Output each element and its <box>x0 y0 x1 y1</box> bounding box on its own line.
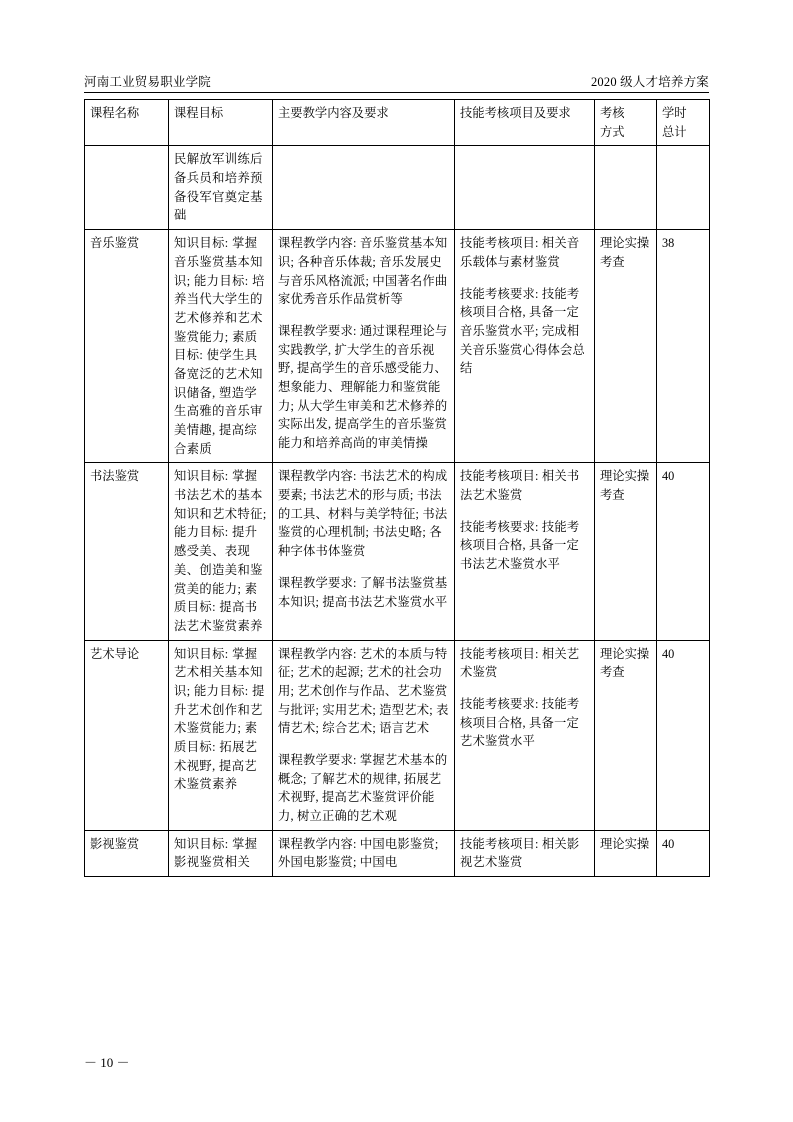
cell-assessment-method: 理论实操 <box>595 830 657 876</box>
cell-course-goal: 知识目标: 掌握书法艺术的基本知识和艺术特征; 能力目标: 提升感受美、表现美、创造美和鉴赏美的能力; 素质目标: 提高书法艺术鉴赏素养 <box>169 463 273 640</box>
total-hours-line-2: 总计 <box>662 124 687 139</box>
teaching-requirement-paragraph: 课程教学要求: 了解书法鉴赏基本知识; 提高书法艺术鉴赏水平 <box>278 575 448 609</box>
cell-skill-assessment <box>455 463 595 640</box>
table-row <box>85 230 710 463</box>
table-row <box>85 830 710 876</box>
total-hours-line-1: 学时 <box>662 106 687 120</box>
teaching-content-paragraph: 课程教学内容: 艺术的本质与特征; 艺术的起源; 艺术的社会功用; 艺术创作与作品、艺术鉴赏与批评; 实用艺术; 造型艺术; 表情艺术; 综合艺术; 语言艺术 <box>278 646 449 736</box>
assessment-item-paragraph: 技能考核项目: 相关书法艺术鉴赏 <box>460 469 580 503</box>
assessment-item-paragraph: 技能考核项目: 相关音乐载体与素材鉴赏 <box>460 236 580 269</box>
cell-course-goal: 民解放军训练后备兵员和培养预备役军官奠定基础 <box>169 146 273 230</box>
teaching-content-paragraph: 课程教学内容: 书法艺术的构成要素; 书法艺术的形与质; 书法的工具、材料与美学特征; 书法鉴赏的心理机制; 书法史略; 各种字体书体鉴赏 <box>278 469 448 559</box>
assessment-item-paragraph: 技能考核项目: 相关艺术鉴赏 <box>460 646 580 680</box>
cell-assessment-method: 理论实操考查 <box>595 230 657 463</box>
column-header-course-name: 课程名称 <box>85 100 169 146</box>
table-row <box>85 463 710 640</box>
curriculum-table <box>84 99 710 877</box>
cell-course-name: 书法鉴赏 <box>85 463 169 640</box>
cell-assessment-method <box>595 146 657 230</box>
page-footer <box>84 1052 709 1071</box>
cell-teaching-content <box>273 230 455 463</box>
column-header-teaching-content: 主要教学内容及要求 <box>273 100 455 146</box>
cell-course-name <box>85 146 169 230</box>
cell-total-hours: 40 <box>657 830 710 876</box>
cell-course-name: 艺术导论 <box>85 640 169 830</box>
cell-course-name: 影视鉴赏 <box>85 830 169 876</box>
cell-assessment-method: 理论实操考查 <box>595 463 657 640</box>
teaching-requirement-paragraph: 课程教学要求: 通过课程理论与实践教学, 扩大学生的音乐视野, 提高学生的音乐感受能力、想象能力、理解能力和鉴赏能力; 从大学生审美和艺术修养的实际出发, 提高学生的音乐鉴赏能力和培养高尚的审美情操 <box>278 323 448 450</box>
assessment-requirement-paragraph: 技能考核要求: 技能考核项目合格, 具备一定艺术鉴赏水平 <box>460 696 580 749</box>
cell-course-goal: 知识目标: 掌握艺术相关基本知识; 能力目标: 提升艺术创作和艺术鉴赏能力; 素质目标: 拓展艺术视野, 提高艺术鉴赏素养 <box>169 640 273 830</box>
table-row <box>85 146 710 230</box>
assessment-method-line-1: 考核 <box>600 106 625 120</box>
cell-course-goal: 知识目标: 掌握音乐鉴赏基本知识; 能力目标: 培养当代大学生的艺术修养和艺术鉴赏能力; 素质目标: 使学生具备宽泛的艺术知识储备, 塑造学生高雅的音乐审美情趣, 提高综合素质 <box>169 230 273 463</box>
assessment-requirement-paragraph: 技能考核要求: 技能考核项目合格, 具备一定书法艺术鉴赏水平 <box>460 519 580 572</box>
cell-skill-assessment: 技能考核项目: 相关影视艺术鉴赏 <box>455 830 595 876</box>
cell-skill-assessment <box>455 146 595 230</box>
page-number: － 10 － <box>84 1055 130 1070</box>
column-header-skill-assessment: 技能考核项目及要求 <box>455 100 595 146</box>
cell-teaching-content <box>273 463 455 640</box>
cell-teaching-content: 课程教学内容: 中国电影鉴赏; 外国电影鉴赏; 中国电 <box>273 830 455 876</box>
cell-course-name: 音乐鉴赏 <box>85 230 169 463</box>
assessment-method-line-2: 方式 <box>600 124 625 139</box>
cell-course-goal: 知识目标: 掌握影视鉴赏相关 <box>169 830 273 876</box>
table-row <box>85 640 710 830</box>
page-header <box>84 72 709 90</box>
cell-total-hours: 38 <box>657 230 710 463</box>
cell-total-hours: 40 <box>657 640 710 830</box>
cell-total-hours: 40 <box>657 463 710 640</box>
header-divider <box>84 92 709 93</box>
column-header-course-goal: 课程目标 <box>169 100 273 146</box>
header-document-title: 2020 级人才培养方案 <box>590 75 709 89</box>
column-header-total-hours <box>657 100 710 146</box>
cell-skill-assessment <box>455 230 595 463</box>
cell-teaching-content <box>273 146 455 230</box>
teaching-content-paragraph: 课程教学内容: 音乐鉴赏基本知识; 各种音乐体裁; 音乐发展史与音乐风格流派; 中国著名作曲家优秀音乐作品赏析等 <box>278 236 448 307</box>
assessment-requirement-paragraph: 技能考核要求: 技能考核项目合格, 具备一定音乐鉴赏水平; 完成相关音乐鉴赏心得体会总结 <box>460 286 585 376</box>
cell-assessment-method: 理论实操考查 <box>595 640 657 830</box>
table-header-row <box>85 100 710 146</box>
column-header-assessment-method <box>595 100 657 146</box>
teaching-requirement-paragraph: 课程教学要求: 掌握艺术基本的概念; 了解艺术的规律, 拓展艺术视野, 提高艺术鉴赏评价能力, 树立正确的艺术观 <box>278 753 448 824</box>
cell-skill-assessment <box>455 640 595 830</box>
header-institution: 河南工业贸易职业学院 <box>84 75 212 89</box>
cell-teaching-content <box>273 640 455 830</box>
cell-total-hours <box>657 146 710 230</box>
